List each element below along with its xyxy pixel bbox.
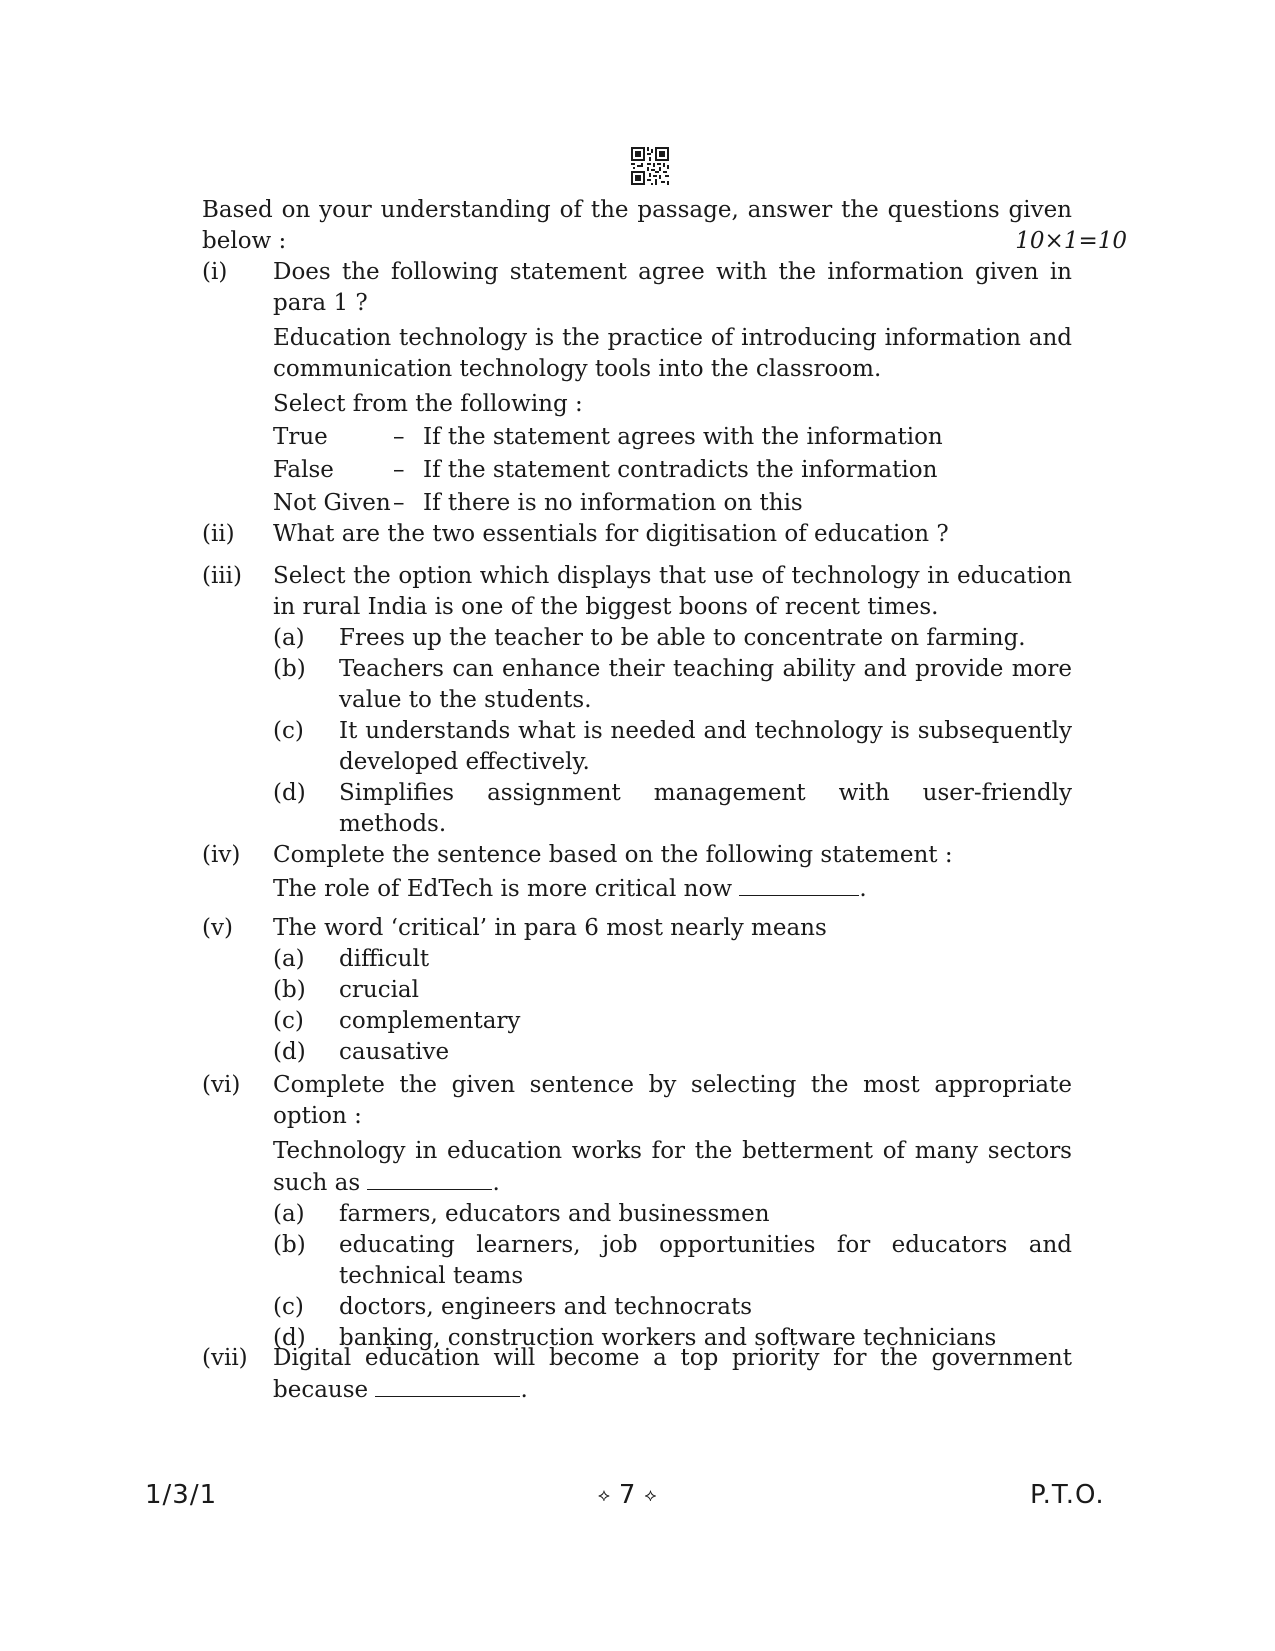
- option-label: (c): [273, 1008, 304, 1034]
- question-number: (iii): [202, 563, 243, 589]
- answer-blank: [375, 1374, 520, 1397]
- option-item: [273, 623, 1072, 654]
- question-3: [202, 561, 1072, 840]
- option-text: banking, construction workers and software technicians: [339, 1325, 997, 1351]
- option-text: complementary: [339, 1008, 521, 1034]
- option-item: [273, 654, 1072, 716]
- question-1: [202, 257, 1072, 519]
- question-number: (i): [202, 259, 228, 285]
- option-label: (a): [273, 1201, 305, 1227]
- question-prompt: What are the two essentials for digitisation of education ?: [273, 521, 949, 547]
- page-number: 7: [618, 1480, 637, 1510]
- choice-description: If there is no information on this: [423, 490, 803, 516]
- choice-term: True: [273, 424, 328, 450]
- instructions-line-2-text: below :: [202, 228, 287, 254]
- option-text: Frees up the teacher to be able to concentrate on farming.: [339, 625, 1026, 651]
- option-label: (d): [273, 1039, 306, 1065]
- choice-row: [273, 455, 1072, 486]
- question-prompt-line: [273, 1343, 1072, 1406]
- question-prompt: Complete the given sentence by selecting the most appropriate option :: [273, 1072, 1072, 1129]
- option-label: (d): [273, 1325, 306, 1351]
- ornament-left-icon: ⟡: [598, 1484, 611, 1506]
- ornament-right-icon: ⟡: [644, 1484, 658, 1506]
- instructions-line-2: [202, 226, 1127, 257]
- question-number: (vi): [202, 1072, 241, 1098]
- question-7: [202, 1343, 1072, 1406]
- question-prompt: Select the option which displays that use of technology in education in rural India is one of the biggest boons of recent times.: [273, 563, 1072, 620]
- question-number: (v): [202, 915, 233, 941]
- option-item: [273, 1037, 1072, 1068]
- option-item: [273, 975, 1072, 1006]
- option-label: (b): [273, 656, 306, 682]
- option-label: (c): [273, 718, 304, 744]
- choice-term: False: [273, 457, 334, 483]
- question-number: (ii): [202, 521, 235, 547]
- choice-description: If the statement contradicts the information: [423, 457, 938, 483]
- option-item: [273, 1199, 1072, 1230]
- qr-code-graphic: [631, 147, 669, 185]
- option-text: It understands what is needed and technology is subsequently developed effectively.: [339, 718, 1072, 775]
- option-label: (b): [273, 1232, 306, 1258]
- paper-code: 1/3/1: [145, 1480, 218, 1510]
- question-4: [202, 840, 1072, 905]
- choice-dash: –: [393, 424, 405, 450]
- option-item: [273, 716, 1072, 778]
- option-item: [273, 944, 1072, 975]
- sentence-end: .: [520, 1377, 528, 1403]
- choice-description: If the statement agrees with the information: [423, 424, 943, 450]
- option-text: causative: [339, 1039, 450, 1065]
- option-item: [273, 1006, 1072, 1037]
- option-label: (c): [273, 1294, 304, 1320]
- option-text: difficult: [339, 946, 430, 972]
- question-prompt: Complete the sentence based on the following statement :: [273, 842, 953, 868]
- option-item: [273, 778, 1072, 840]
- answer-blank: [739, 873, 859, 896]
- option-item: [273, 1292, 1072, 1323]
- choice-dash: –: [393, 457, 405, 483]
- question-statement: Education technology is the practice of introducing information and communication technology tools into the classroom.: [273, 325, 1072, 382]
- question-2: [202, 519, 1072, 550]
- option-text: educating learners, job opportunities for educators and technical teams: [339, 1232, 1072, 1289]
- choice-row: [273, 488, 1072, 519]
- page-number-block: [598, 1480, 657, 1510]
- option-text: farmers, educators and businessmen: [339, 1201, 770, 1227]
- question-number: (vii): [202, 1345, 248, 1371]
- option-text: crucial: [339, 977, 419, 1003]
- sentence-text: The role of EdTech is more critical now: [273, 876, 733, 902]
- question-5: [202, 913, 1072, 1068]
- pto-label: P.T.O.: [1030, 1480, 1105, 1510]
- option-label: (d): [273, 780, 306, 806]
- sentence-line: [273, 1136, 1072, 1199]
- option-text: Simplifies assignment management with user-friendly methods.: [339, 780, 1072, 837]
- question-6: [202, 1070, 1072, 1354]
- marks-allocation: 10×1=10: [1015, 228, 1127, 254]
- instructions-line-1: Based on your understanding of the passage, answer the questions given: [202, 197, 1072, 223]
- option-text: Teachers can enhance their teaching ability and provide more value to the students.: [339, 656, 1072, 713]
- instructions: [202, 195, 1127, 257]
- select-instruction: Select from the following :: [273, 391, 583, 417]
- sentence-text: Technology in education works for the betterment of many sectors such as: [273, 1138, 1072, 1196]
- question-prompt: Digital education will become a top priority for the government because: [273, 1345, 1072, 1403]
- choice-dash: –: [393, 490, 405, 516]
- option-item: [273, 1230, 1072, 1292]
- choice-term: Not Given: [273, 490, 391, 516]
- option-text: doctors, engineers and technocrats: [339, 1294, 753, 1320]
- question-prompt: Does the following statement agree with the information given in para 1 ?: [273, 259, 1072, 316]
- option-label: (b): [273, 977, 306, 1003]
- qr-code: [631, 147, 669, 185]
- question-number: (iv): [202, 842, 241, 868]
- answer-blank: [367, 1167, 492, 1190]
- sentence-end: .: [492, 1170, 500, 1196]
- question-prompt: The word ‘critical’ in para 6 most nearly means: [273, 915, 827, 941]
- option-label: (a): [273, 625, 305, 651]
- option-label: (a): [273, 946, 305, 972]
- choice-row: [273, 422, 1072, 453]
- sentence-line: [273, 873, 1072, 905]
- sentence-end: .: [859, 876, 867, 902]
